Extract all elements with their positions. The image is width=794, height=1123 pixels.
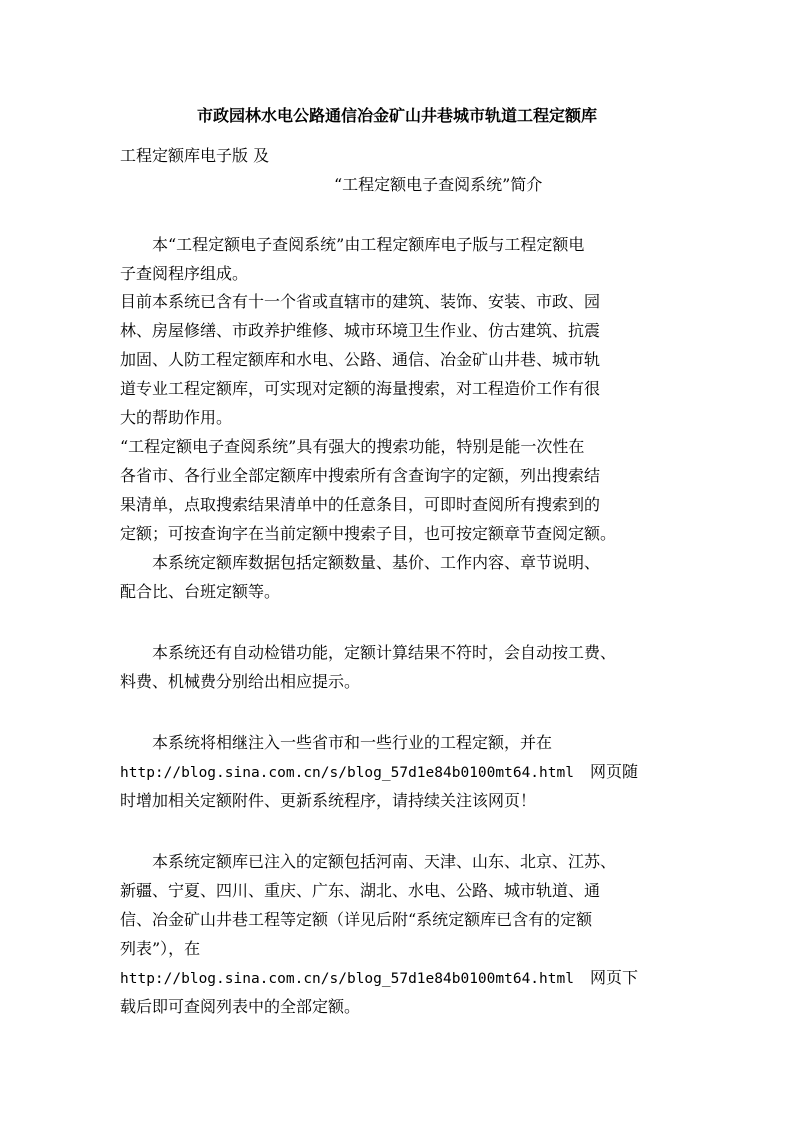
paragraph-line: 料费、机械费分别给出相应提示。 (120, 672, 361, 691)
blog-url-link[interactable]: http://blog.sina.com.cn/s/blog_57d1e84b0100mt64.html (120, 971, 574, 987)
paragraph-line: 大的帮助作用。 (120, 408, 233, 427)
paragraph-line: 信、冶金矿山井巷工程等定额（详见后附“系统定额库已含有的定额 (120, 910, 593, 929)
paragraph-line: 时增加相关定额附件、更新系统程序，请持续关注该网页！ (120, 791, 537, 810)
paragraph-line: 定额；可按查询字在当前定额中搜索子目，也可按定额章节查阅定额。 (120, 524, 617, 543)
blog-url-link[interactable]: http://blog.sina.com.cn/s/blog_57d1e84b0100mt64.html (120, 765, 574, 781)
paragraph-line: 配合比、台班定额等。 (120, 582, 281, 601)
paragraph-line: “工程定额电子查阅系统”具有强大的搜索功能，特别是能一次性在 (120, 437, 585, 456)
paragraph-line: 本系统还有自动检错功能，定额计算结果不符时，会自动按工费、 (120, 643, 617, 662)
paragraph-line: 林、房屋修缮、市政养护维修、城市环境卫生作业、仿古建筑、抗震 (120, 321, 601, 340)
paragraph-line: 本“工程定额电子查阅系统”由工程定额库电子版与工程定额电 (120, 235, 585, 254)
paragraph-line: 本系统定额库数据包括定额数量、基价、工作内容、章节说明、 (120, 553, 601, 572)
paragraph-line: 加固、人防工程定额库和水电、公路、通信、冶金矿山井巷、城市轨 (120, 350, 601, 369)
paragraph-line: 各省市、各行业全部定额库中搜索所有含查询字的定额，列出搜索结 (120, 466, 601, 485)
paragraph-line: 子查阅程序组成。 (120, 264, 249, 283)
paragraph-line: 列表”），在 (120, 939, 201, 958)
subtitle-line-2: “工程定额电子查阅系统”简介 (334, 175, 543, 194)
paragraph-line: 本系统定额库已注入的定额包括河南、天津、山东、北京、江苏、 (120, 852, 617, 871)
subtitle-line-1: 工程定额库电子版 及 (120, 146, 270, 165)
url-line (120, 760, 638, 785)
paragraph-line: 本系统将相继注入一些省市和一些行业的工程定额，并在 (120, 733, 553, 752)
paragraph-line: 道专业工程定额库，可实现对定额的海量搜索，对工程造价工作有很 (120, 379, 601, 398)
document-title: 市政园林水电公路通信冶金矿山井巷城市轨道工程定额库 (196, 106, 597, 125)
paragraph-line: 果清单，点取搜索结果清单中的任意条目，可即时查阅所有搜索到的 (120, 495, 601, 514)
paragraph-line: 新疆、宁夏、四川、重庆、广东、湖北、水电、公路、城市轨道、通 (120, 881, 601, 900)
url-line-suffix: 网页随 (573, 762, 638, 781)
url-line (120, 966, 638, 991)
paragraph-line: 载后即可查阅列表中的全部定额。 (120, 997, 361, 1016)
paragraph-line: 目前本系统已含有十一个省或直辖市的建筑、装饰、安装、市政、园 (120, 292, 601, 311)
url-line-suffix: 网页下 (573, 968, 638, 987)
